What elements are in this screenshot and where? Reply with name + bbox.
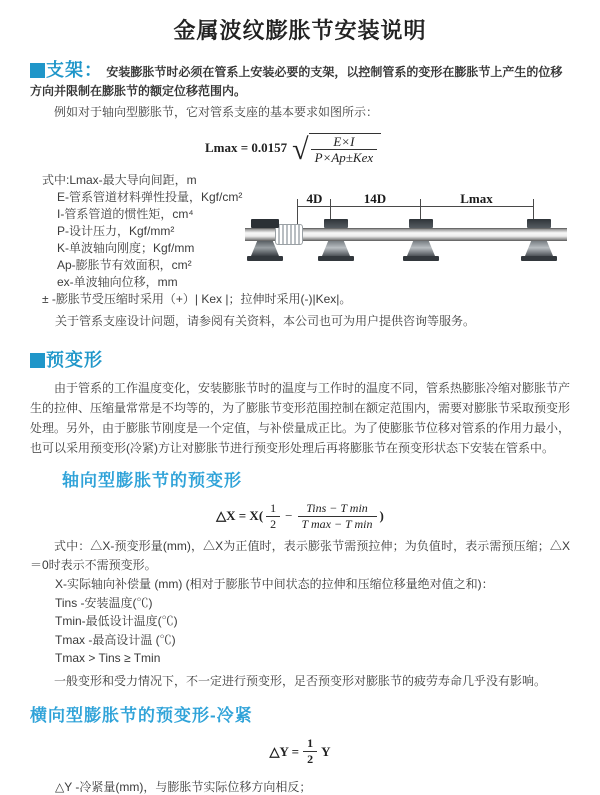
dimension-line xyxy=(297,206,534,207)
page-title: 金属波纹膨胀节安装说明 xyxy=(173,18,427,43)
lateral-formula-lhs: △Y = xyxy=(269,743,300,759)
definition-line: I-管系管道的惯性矩，cm⁴ xyxy=(57,207,194,221)
section-marker-icon xyxy=(30,63,45,78)
temperature-numerator: Tins − T min xyxy=(298,502,377,517)
definition-line: K-单波轴向刚度；Kgf/mm xyxy=(57,241,195,255)
axial-note-line: Tmax > Tins ≥ Tmin xyxy=(55,651,161,665)
lateral-formula-rhs: Y xyxy=(321,743,331,759)
axial-note-line: Tins -安装温度(℃) xyxy=(55,595,153,610)
axial-note-line: Tmax -最高设计温 (℃) xyxy=(55,632,176,647)
half-denominator: 2 xyxy=(270,516,277,531)
support-intro-text: 安装膨胀节时必须在管系上安装必要的支架，以控制管系的变形在膨胀节上产生的位移方向并限制在膨胀节的额定位移范围内。 xyxy=(30,65,563,98)
dimension-label-14d: 14D xyxy=(332,192,418,205)
lmax-formula-radicand xyxy=(309,133,382,164)
axial-note-paragraph: 式中：△X-预变形量(mm)，△X为正值时，表示膨张节需预拉伸；为负值时，表示需预压缩；△X＝0时表示不需预变形。 xyxy=(30,539,570,572)
predeform-paragraph: 由于管系的工作温度变化，安装膨胀节时的温度与工作时的温度不同，管系热膨胀冷缩对膨胀节产生的拉伸、压缩量常常是不均等的，为了膨胀节变形范围控制在额定范围内，需要对膨胀节采取预变形处理。另外，由于膨胀节刚度是一个定值，与补偿量成正比。为了使膨胀节位移对管系的作用力最小，也可以采用预变形(冷紧)方让对膨胀节进行预变形处理后再将膨胀节在预变形状态下安装在管系中。 xyxy=(30,381,571,455)
radical-sign: √ xyxy=(292,133,309,166)
pipe-guide-support xyxy=(521,219,557,265)
section-marker-icon xyxy=(30,353,45,368)
pipe-guide-support xyxy=(318,219,354,265)
axial-note-line: Tmin-最低设计温度(℃) xyxy=(55,614,178,628)
half-denominator: 2 xyxy=(307,752,314,766)
pipe-anchor-support xyxy=(247,219,283,265)
support-section-heading: 支架： xyxy=(46,60,103,80)
half-numerator: 1 xyxy=(303,737,317,752)
support-section-paragraph xyxy=(30,61,570,101)
lmax-formula-lhs: Lmax = 0.0157 xyxy=(205,140,288,155)
predeform-section-heading-row xyxy=(30,346,600,372)
consulting-note-line: 关于管系支座设计问题，请参阅有关资料，本公司也可为用户提供咨询等服务。 xyxy=(55,314,476,328)
dimension-label-lmax: Lmax xyxy=(422,192,531,205)
lmax-formula-numerator: E×I xyxy=(311,135,378,150)
axial-formula-lhs: △X = X( xyxy=(216,508,264,523)
definition-line: ex-单波轴向位移，mm xyxy=(57,275,178,289)
axial-formula-rhs: ) xyxy=(379,508,384,523)
half-numerator: 1 xyxy=(266,502,280,517)
lateral-note-line: △Y -冷紧量(mm)，与膨胀节实际位移方向相反； xyxy=(55,779,312,794)
definition-line: 式中:Lmax-最大导向间距，m xyxy=(42,173,197,187)
lateral-predeform-heading: 横向型膨胀节的预变形-冷紧 xyxy=(30,705,253,725)
lateral-predeform-formula xyxy=(0,738,600,766)
axial-predeform-formula xyxy=(0,501,600,531)
axial-note-paragraph: 一般变形和受力情况下，不一定进行预变形，足否预变形对膨胀节的疲劳寿命几乎没有影响。 xyxy=(54,673,547,688)
definition-line: E-管系管道材料弹性投量，Kgf/cm² xyxy=(57,190,243,204)
dimension-label-4d: 4D xyxy=(299,192,330,205)
support-example-line: 例如对于轴向型膨胀节，它对管系支座的基本要求如图所示： xyxy=(54,105,379,119)
lmax-formula-denominator: P×Ap±Kex xyxy=(314,149,374,165)
temperature-denominator: T max − T min xyxy=(301,516,373,531)
predeform-section-heading: 预变形 xyxy=(46,350,103,370)
pipe-support-diagram xyxy=(245,192,567,292)
axial-note-line: X-实际轴向补偿量 (mm) (相对于膨胀节中间状态的拉伸和压缩位移量绝对值之和)： xyxy=(55,577,494,591)
lmax-formula xyxy=(205,130,600,166)
axial-predeform-heading: 轴向型膨胀节的预变形 xyxy=(62,471,242,490)
minus-sign: − xyxy=(285,508,293,523)
definition-line: ± -膨胀节受压缩时采用（+）| Kex |；拉伸时采用(-)|Kex|。 xyxy=(42,292,352,306)
pipe-guide-support xyxy=(403,219,439,265)
definition-line: Ap-膨胀节有效面积，cm² xyxy=(57,258,192,272)
definition-line: P-设计压力，Kgf/mm² xyxy=(57,224,175,238)
